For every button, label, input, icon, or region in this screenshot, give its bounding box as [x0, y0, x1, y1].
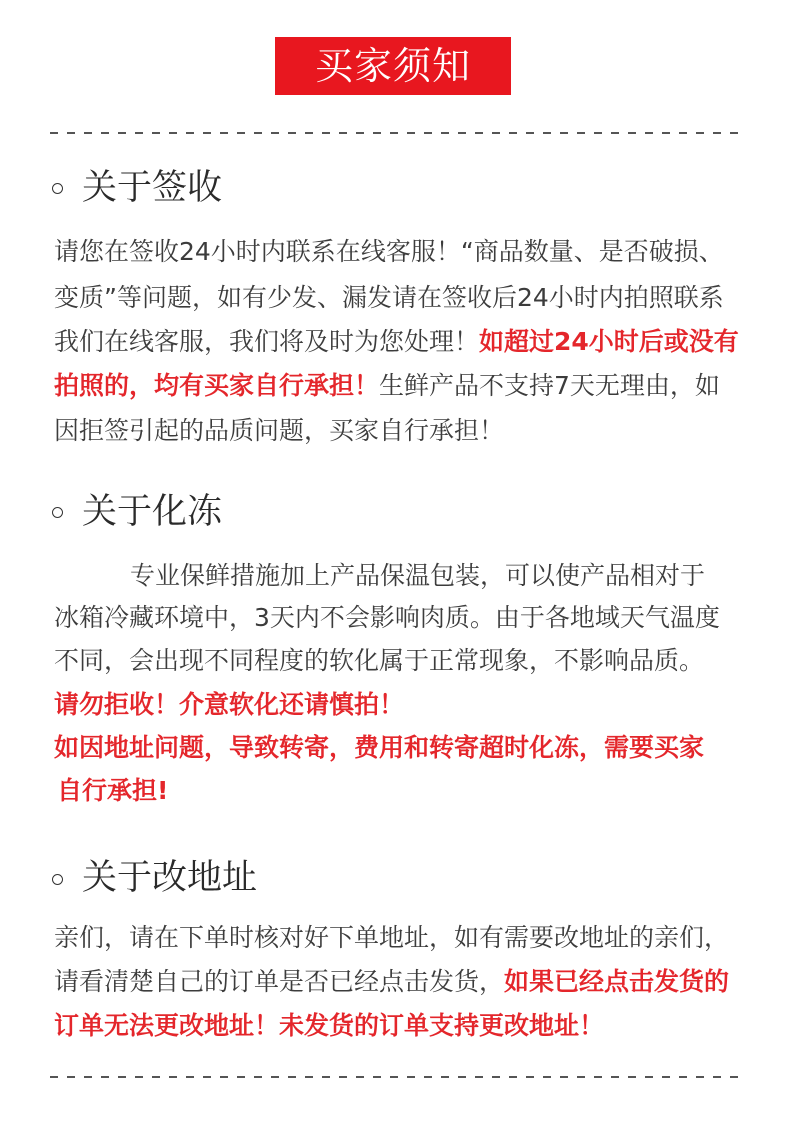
highlight-text: 如超过24小时后或没有 — [479, 327, 739, 356]
highlight-text: 如果已经点击发货的 — [504, 967, 730, 996]
text-run: 不同，会出现不同程度的软化属于正常现象，不影响品质。 — [54, 646, 705, 675]
text-run: 冰箱冷藏环境中，3天内不会影响肉质。由于各地域天气温度 — [54, 603, 720, 632]
text-run: 因拒签引起的品质问题，买家自行承担！ — [54, 416, 505, 445]
paragraph-line — [54, 923, 729, 953]
section-heading-thawing: 关于化冻 — [82, 492, 223, 532]
section-heading-signing: 关于签收 — [82, 168, 223, 208]
dashed-divider-bottom — [50, 1076, 742, 1078]
paragraph-line — [54, 967, 729, 997]
text-run: 变质”等问题，如有少发、漏发请在签收后24小时内拍照联系 — [54, 283, 724, 312]
dashed-divider-top — [50, 132, 742, 134]
text-run: 专业保鲜措施加上产品保温包装，可以使产品相对于 — [130, 561, 706, 590]
circle-bullet-icon — [52, 874, 63, 885]
paragraph-line — [54, 690, 404, 720]
highlight-text: 订单无法更改地址！未发货的订单支持更改地址！ — [54, 1011, 605, 1040]
paragraph-line — [54, 327, 739, 357]
paragraph-line — [54, 237, 724, 267]
highlight-text: 自行承担! — [57, 776, 169, 805]
text-run: 请看清楚自己的订单是否已经点击发货， — [54, 967, 505, 996]
section-heading-address-change: 关于改地址 — [82, 858, 258, 898]
paragraph-line — [54, 733, 704, 763]
highlight-text: 请勿拒收！介意软化还请慎拍！ — [54, 690, 405, 719]
paragraph-line — [54, 416, 504, 446]
paragraph-line — [54, 371, 720, 401]
text-run: 我们在线客服，我们将及时为您处理！ — [54, 327, 480, 356]
paragraph-line — [54, 1011, 604, 1041]
paragraph-line — [54, 603, 720, 633]
paragraph-line — [130, 561, 705, 591]
paragraph-line — [57, 776, 168, 806]
paragraph-line — [54, 283, 724, 313]
circle-bullet-icon — [52, 507, 63, 518]
text-run: 请您在签收24小时内联系在线客服！“商品数量、是否破损、 — [54, 237, 724, 266]
circle-bullet-icon — [52, 183, 63, 194]
highlight-text: 拍照的，均有买家自行承担！ — [54, 371, 380, 400]
text-run: 亲们，请在下单时核对好下单地址，如有需要改地址的亲们， — [54, 923, 730, 952]
highlight-text: 如因地址问题，导致转寄，费用和转寄超时化冻，需要买家 — [54, 733, 705, 762]
page-title: 买家须知 — [275, 37, 511, 95]
paragraph-line — [54, 646, 704, 676]
text-run: 生鲜产品不支持7天无理由，如 — [379, 371, 720, 400]
